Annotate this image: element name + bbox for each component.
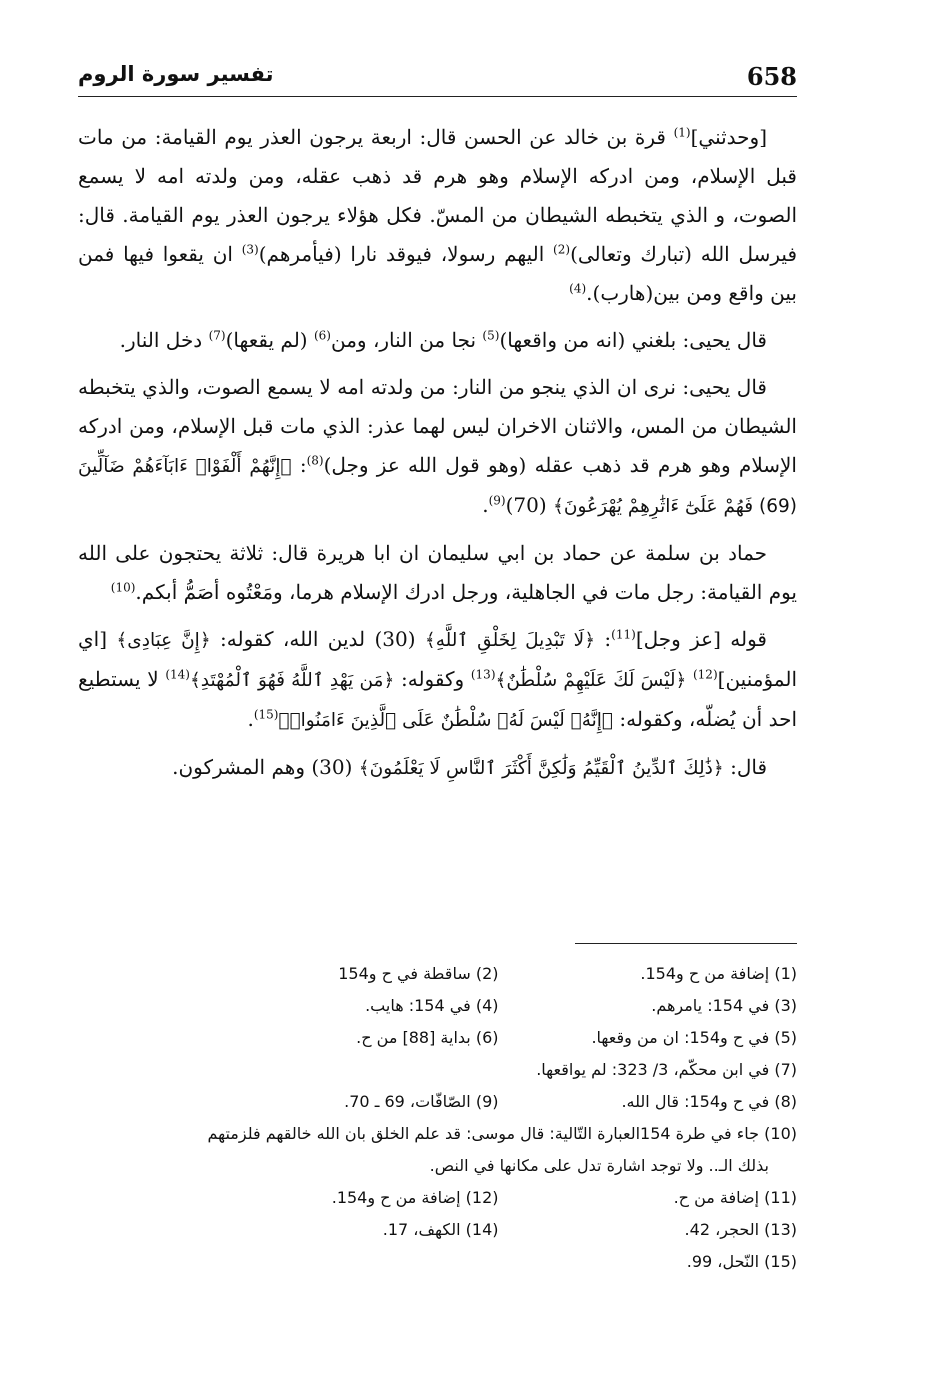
footnote-marker: (2) xyxy=(553,242,571,257)
footnote-marker: (12) xyxy=(692,667,718,682)
footnote: (13) الحجر، 42. xyxy=(684,1220,797,1239)
quran-quote: ﴿إِنَّهُمْ أَلْفَوْا۟ ءَابَآءَهُمْ ضَآلِّينَ (69) فَهُمْ عَلَىٰٓ ءَاثَٰرِهِمْ يُهْرَعُونَ﴾ xyxy=(78,456,797,517)
paragraph xyxy=(78,321,797,360)
text-run: اليهم رسولا، فيوقد نارا (فيأمرهم) xyxy=(258,242,554,266)
text-run: (لم يقعها) xyxy=(225,328,314,352)
footnote-divider xyxy=(575,943,797,944)
footnote-marker: (5) xyxy=(482,328,500,343)
text-run: (70) xyxy=(505,493,554,517)
quran-quote: ﴿مَن يَهْدِ ٱللَّهُ فَهُوَ ٱلْمُهْتَدِ﴾ xyxy=(189,670,395,691)
paragraph xyxy=(78,748,797,788)
page-number: 658 xyxy=(746,62,797,91)
text-run: لا يستطيع احد أن يُضلّه، وكقوله: xyxy=(78,667,797,731)
quran-quote: ﴿لَا تَبْدِيلَ لِخَلْقِ ٱللَّهِ﴾ xyxy=(424,630,596,651)
paragraph xyxy=(78,620,797,740)
text-run: [وحدثني] xyxy=(690,125,767,149)
text-run: ان يقعوا فيها فمن بين واقع ومن بين(هارب). xyxy=(78,242,797,305)
footnote: (5) في ح و154: ان من وقعها. xyxy=(591,1028,797,1047)
paragraph xyxy=(78,534,797,612)
footnote-marker: (13) xyxy=(470,667,496,682)
footnote: (7) في ابن محكّم، 3/ 323: لم يواقعها. xyxy=(536,1060,797,1079)
quran-quote: ﴿لَيْسَ لَكَ عَلَيْهِمْ سُلْطَٰنٌ﴾ xyxy=(495,670,687,691)
text-run: قوله [عز وجل] xyxy=(635,627,767,651)
page-header xyxy=(78,58,797,97)
text-run: قال يحيى: نرى ان الذي ينجو من النار: من ولدته امه لا يسمع الصوت، والذي يتخبطه الشيطان من المس، والاثنان الاخران ليس لهما عذر: الذي مات قبل الإسلام، ومن ادركه الإسلام وهو هرم قد ذهب عقله (وهو قول الله عز وجل) xyxy=(78,375,797,477)
quran-quote: ﴿ذَٰلِكَ ٱلدِّينُ ٱلْقَيِّمُ وَلَٰكِنَّ أَكْثَرَ ٱلنَّاسِ لَا يَعْلَمُونَ﴾ xyxy=(358,758,724,779)
footnote: (1) إضافة من ح و154. xyxy=(640,964,797,983)
footnote-marker: (15) xyxy=(253,707,279,722)
quran-quote: ﴿إِنَّ عِبَادِى﴾ xyxy=(116,630,211,651)
footnote-marker: (14) xyxy=(165,667,190,682)
text-run: نجا من النار، ومن xyxy=(330,328,483,352)
text-run: (30) لدين الله، كقوله: xyxy=(210,627,425,651)
text-run xyxy=(686,667,693,691)
quran-quote: ﴿إِنَّهُۥ لَيْسَ لَهُۥ سُلْطَٰنٌ عَلَى ٱلَّذِينَ ءَامَنُوا۟﴾ xyxy=(278,710,614,731)
paragraph xyxy=(78,118,797,313)
footnote: (6) بداية [88] من ح. xyxy=(356,1028,499,1047)
text-run: . xyxy=(482,493,489,517)
text-run: [اي المؤمنين] xyxy=(78,627,797,691)
footnote-marker: (3) xyxy=(241,242,259,257)
footnote-marker: (9) xyxy=(488,493,506,508)
footnote: (11) إضافة من ح. xyxy=(673,1188,797,1207)
text-run: دخل النار. xyxy=(119,328,209,352)
text-run: قال: xyxy=(723,755,767,779)
text-run: وكقوله: xyxy=(394,667,471,691)
footnote-marker: (6) xyxy=(313,328,331,343)
text-run: . xyxy=(247,707,254,731)
text-run: : xyxy=(595,627,612,651)
footnote: (12) إضافة من ح و154. xyxy=(331,1188,499,1207)
footnotes xyxy=(200,958,797,1278)
main-text xyxy=(78,118,797,796)
footnote: (10) جاء في طرة 154العبارة التّالية: قال موسى: قد علم الخلق بان الله خالقهم فلزمتهم xyxy=(207,1124,797,1143)
paragraph xyxy=(78,368,797,526)
footnote: (2) ساقطة في ح و154 xyxy=(338,964,499,983)
footnote: (3) في 154: يامرهم. xyxy=(651,996,797,1015)
text-run: (30) وهم المشركون. xyxy=(172,755,359,779)
footnote-marker: (10) xyxy=(110,580,136,595)
text-run: قرة بن خالد عن الحسن قال: اربعة يرجون العذر يوم القيامة: من مات قبل الإسلام، ومن ادركه الإسلام وهو هرم قد ذهب عقله، ومن ولدته امه لا يسمع الصوت، و الذي يتخبطه الشيطان من المسّ. فكل هؤلاء يرجون العذر يوم القيامة. قال: فيرسل الله (تبارك وتعالى) xyxy=(78,125,798,266)
footnote-marker: (1) xyxy=(673,125,691,140)
text-run: حماد بن سلمة عن حماد بن ابي سليمان ان ابا هريرة قال: ثلاثة يحتجون على الله يوم القيامة: رجل مات في الجاهلية، ورجل ادرك الإسلام هرما، ومَعْتُوه أصَمُّ أبكم. xyxy=(78,541,797,604)
footnote-marker: (7) xyxy=(208,328,226,343)
footnote-marker: (8) xyxy=(306,453,324,468)
footnote: (15) النّحل، 99. xyxy=(686,1252,797,1271)
text-run: : xyxy=(291,453,307,477)
footnote: (4) في 154: هايب. xyxy=(365,996,499,1015)
footnote-continuation: بذلك الـ.. ولا توجد اشارة تدل على مكانها في النص. xyxy=(429,1156,769,1175)
text-run: قال يحيى: بلغني (انه من واقعها) xyxy=(499,328,767,352)
footnote: (14) الكهف، 17. xyxy=(382,1220,499,1239)
footnote-marker: (11) xyxy=(611,627,636,642)
footnote: (9) الصّافّات، 69 ـ 70. xyxy=(344,1092,499,1111)
footnote-marker: (4) xyxy=(569,281,587,296)
running-title: تفسير سورة الروم xyxy=(78,62,274,86)
footnote: (8) في ح و154: قال الله. xyxy=(621,1092,797,1111)
